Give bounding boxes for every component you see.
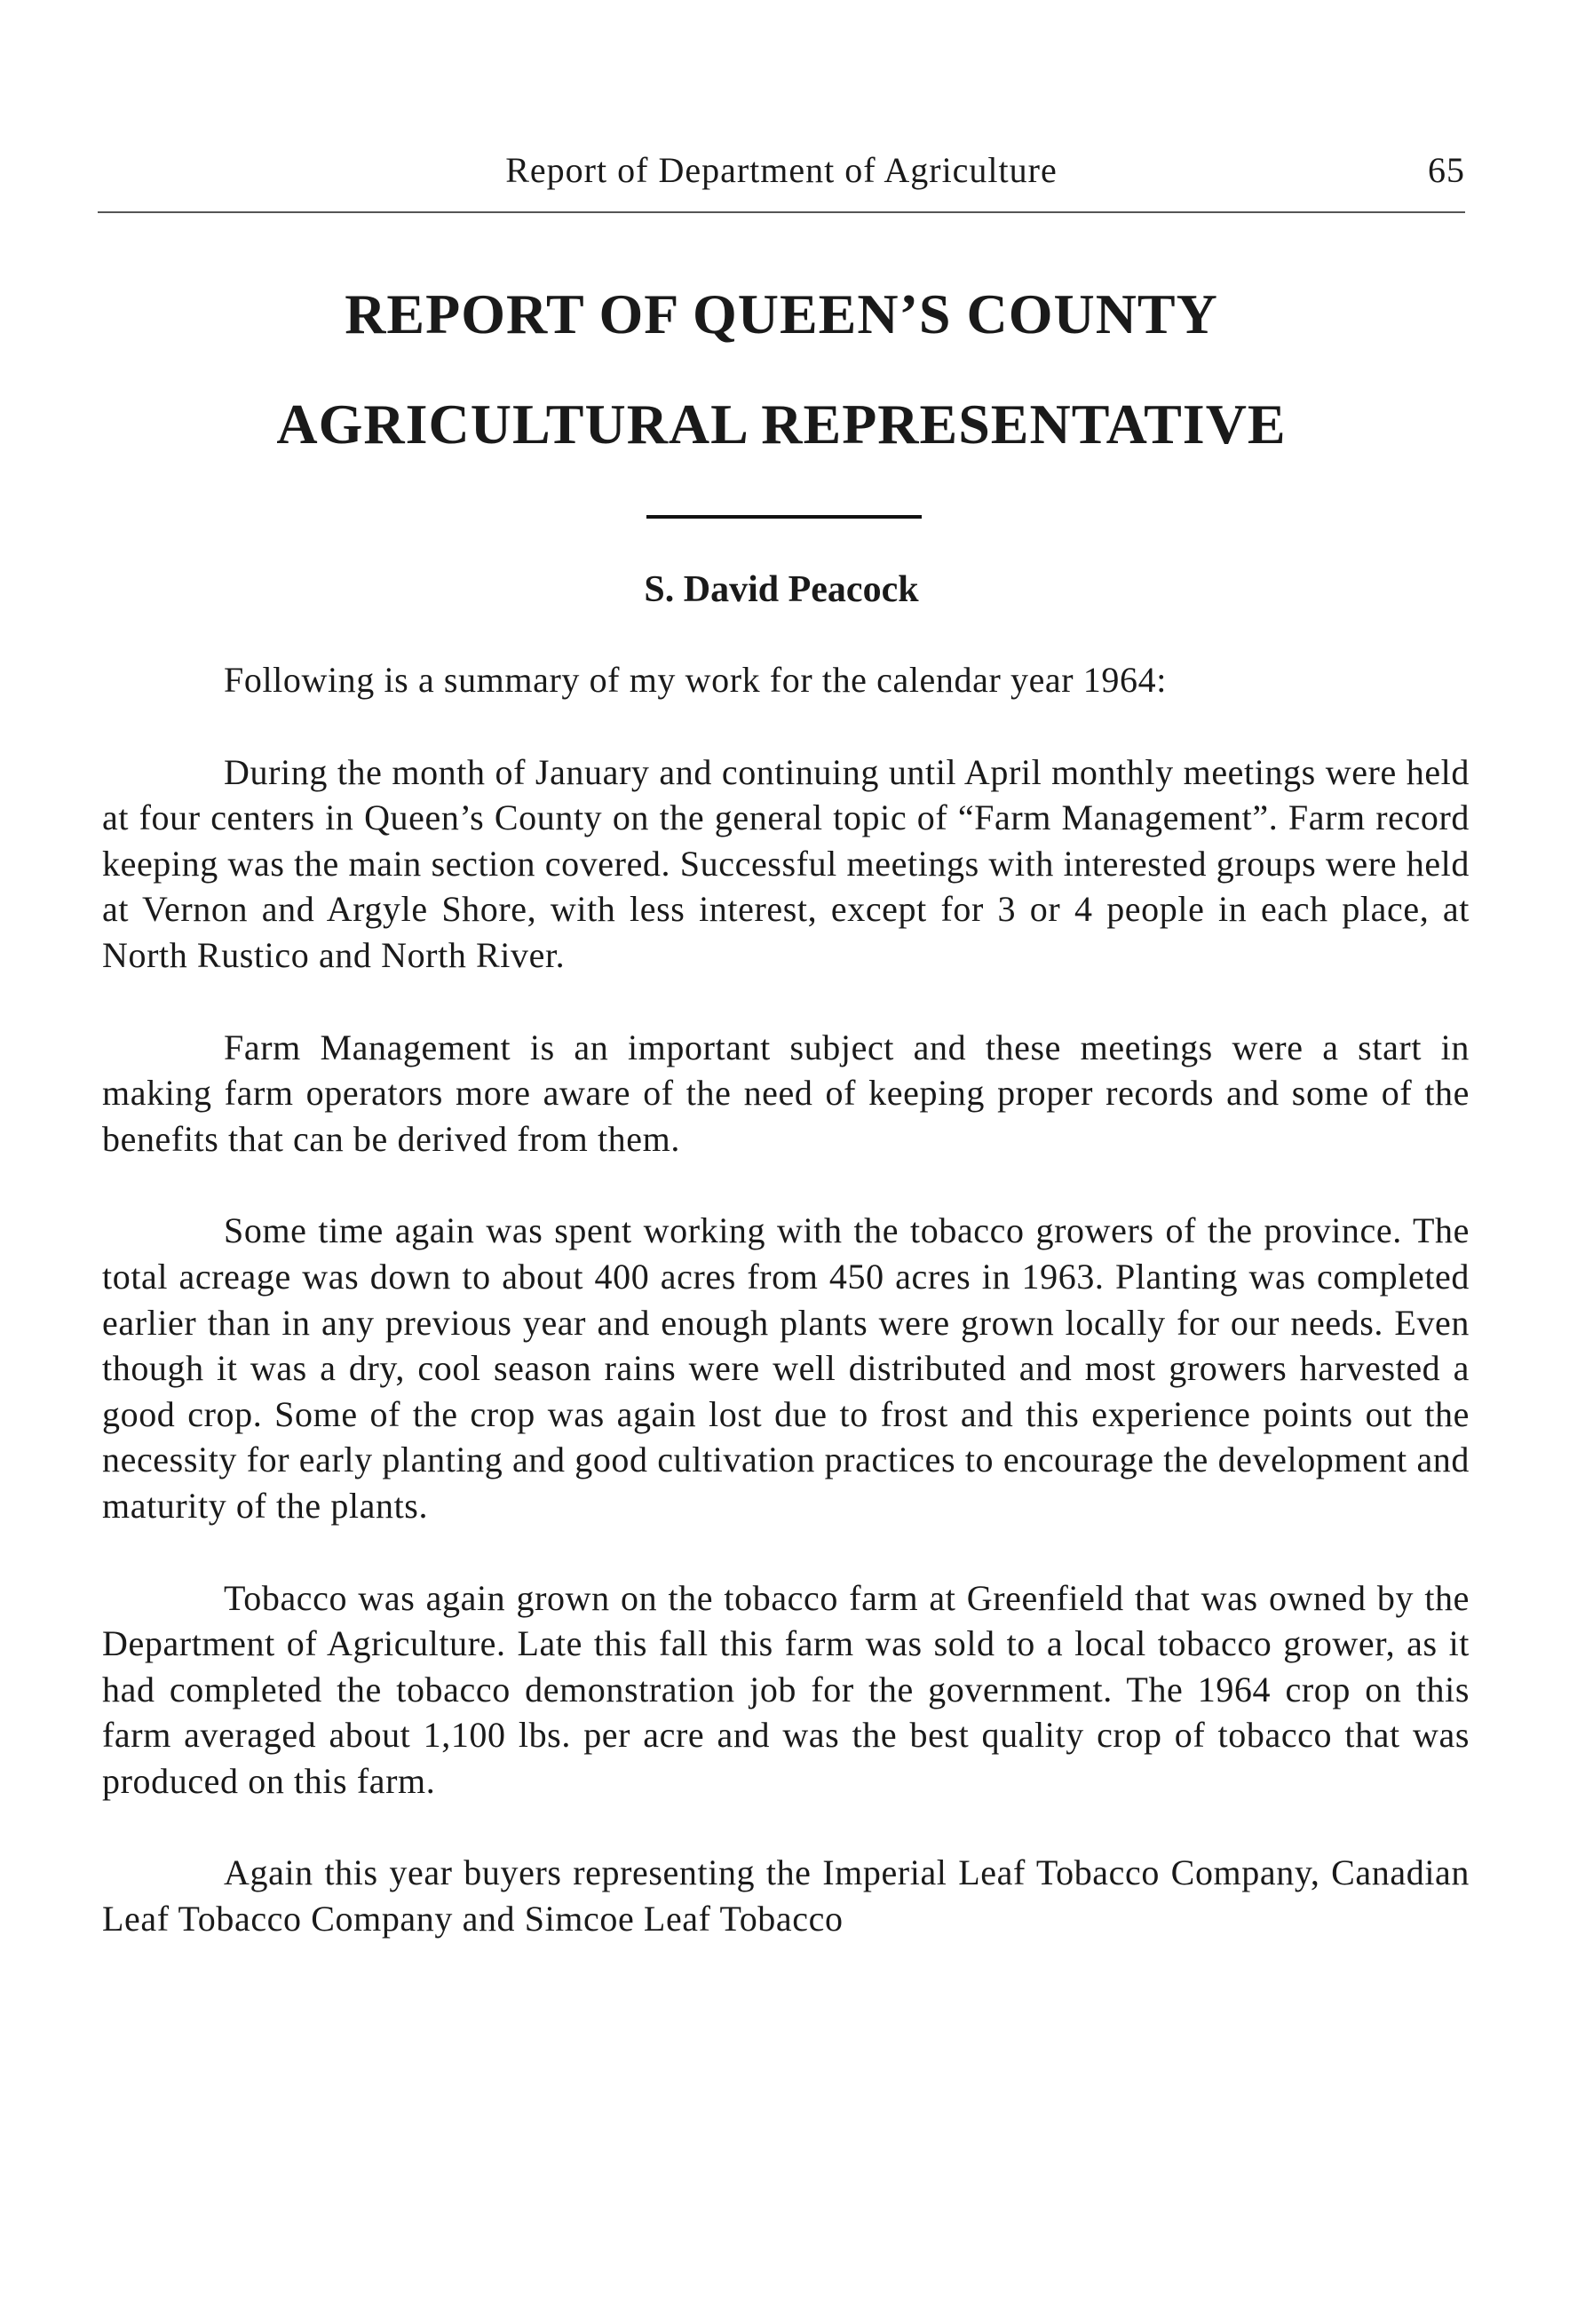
report-title-line-1: REPORT OF QUEEN’S COUNTY xyxy=(345,282,1218,345)
author-name: S. David Peacock xyxy=(644,569,919,610)
title-divider-rule xyxy=(646,515,922,519)
paragraph-farm-management-meetings: During the month of January and continuing until April monthly meetings were held at four centers in Queen’s County on the general topic of “Farm Management”. Farm record keeping was the main section covered. Successful meetings with interested groups were held at Vernon and Argyle Shore, with less interest, except for 3 or 4 people in each place, at North Rustico and North River. xyxy=(102,751,1470,975)
paragraph-tobacco-growers: Some time again was spent working with the tobacco growers of the province. The total acreage was down to about 400 acres from 450 acres in 1963. Planting was completed earlier than in any previous year and enough plants were grown locally for our needs. Even though it was a dry, cool season rains were well distributed and most growers harvested a good crop. Some of the crop was again lost due to frost and this experience points out the necessity for early planting and good cultivation practices to encourage the development and maturity of the plants. xyxy=(102,1210,1470,1526)
header-rule xyxy=(98,211,1465,213)
paragraph-intro: Following is a summary of my work for the calendar year 1964: xyxy=(224,660,1167,700)
paragraph-farm-management-importance: Farm Management is an important subject and these meetings were a start in making farm operators more aware of the need of keeping proper records and some of the benefits that can be derived from them. xyxy=(102,1027,1470,1159)
page-number: 65 xyxy=(1428,150,1465,190)
running-title: Report of Department of Agriculture xyxy=(505,150,1058,190)
paragraph-greenfield-farm: Tobacco was again grown on the tobacco farm at Greenfield that was owned by the Department of Agriculture. Late this fall this farm was sold to a local tobacco grower, as it had completed the tobacco demonstration job for the government. The 1964 crop on this farm averaged about 1,100 lbs. per acre and was the best quality crop of tobacco that was produced on this farm. xyxy=(102,1577,1470,1801)
running-header xyxy=(98,149,1465,202)
paragraph-tobacco-buyers: Again this year buyers representing the Imperial Leaf Tobacco Company, Canadian Leaf Tobacco Company and Simcoe Leaf Tobacco xyxy=(102,1852,1470,1939)
report-title-line-2: AGRICULTURAL REPRESENTATIVE xyxy=(276,393,1287,456)
report-body xyxy=(102,657,1470,1942)
